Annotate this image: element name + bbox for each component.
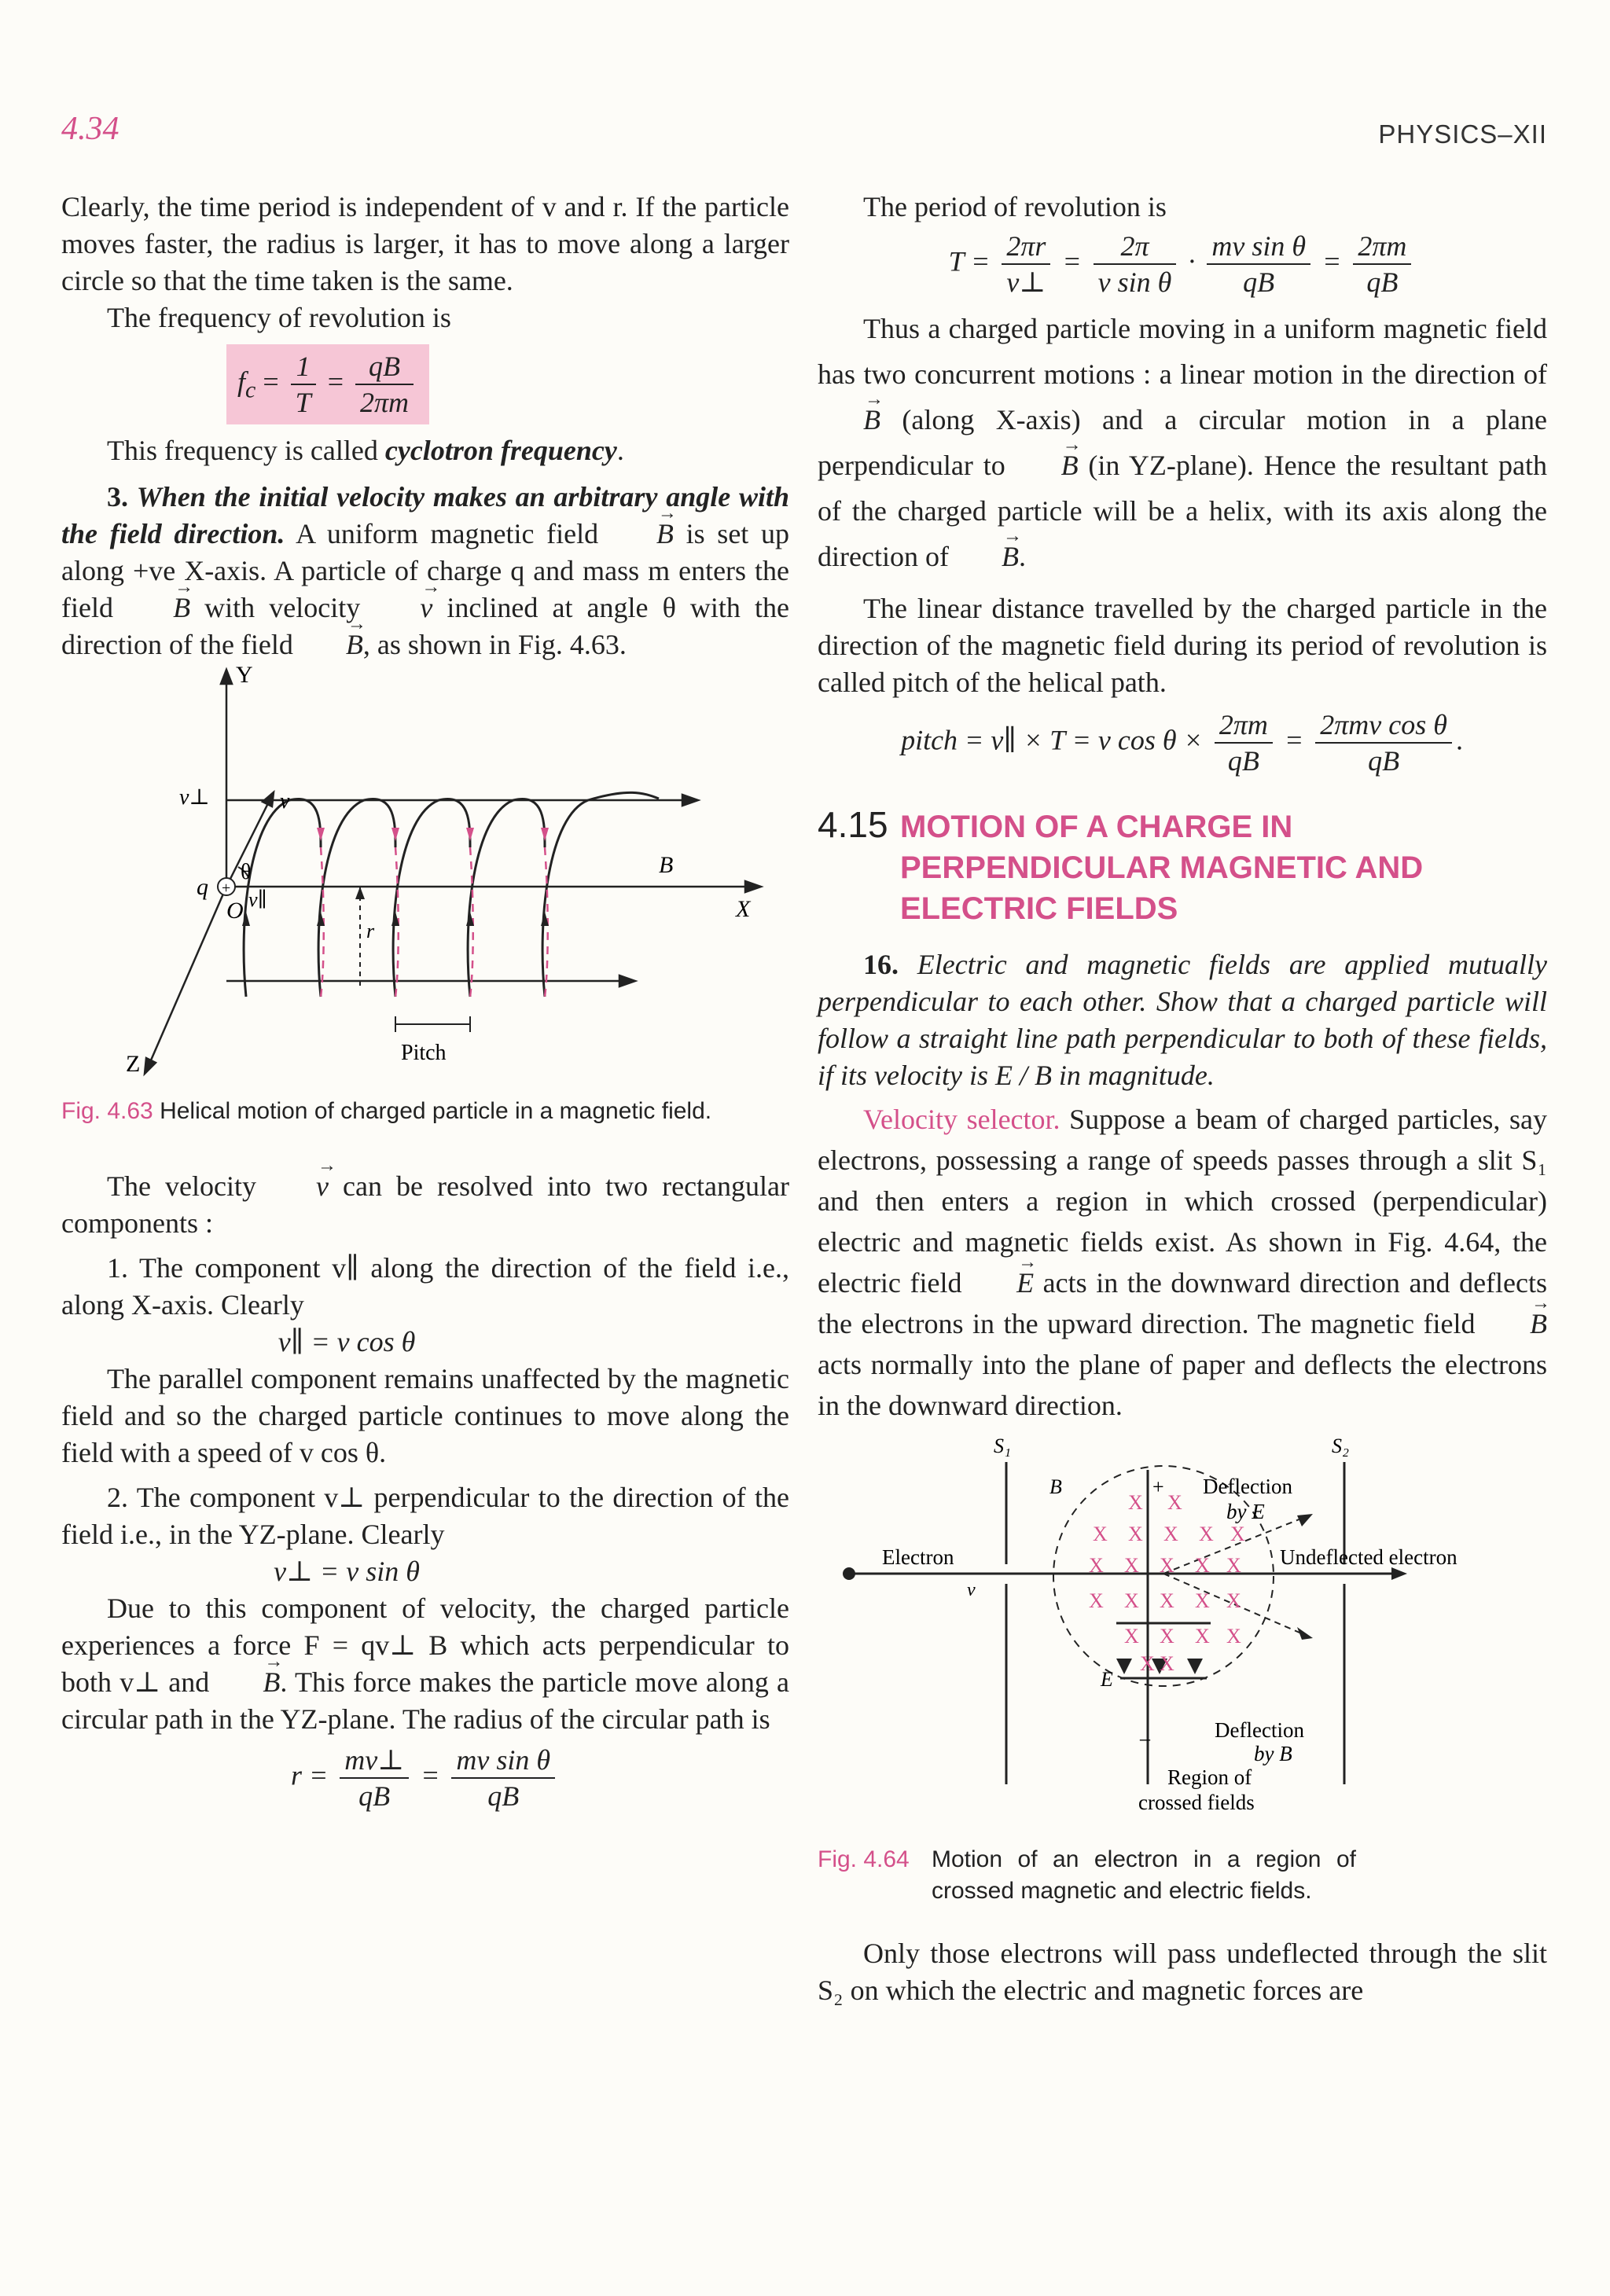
slit-s2-label: S₂ [1332,1435,1350,1457]
deflection-by-e-label-2: by E [1226,1500,1265,1523]
magnetic-field-cross: X [1199,1523,1214,1545]
right-column [818,189,1547,2009]
vperp-label: v⊥ [179,785,210,810]
magnetic-field-cross: X [1195,1589,1210,1612]
paragraph: This frequency is called cyclotron frequency. [107,435,624,466]
figure-caption-4-64: Fig. 4.64 Motion of an electron in a region of crossed magnetic and electric fields. [818,1846,1356,1904]
example-16: 16. Electric and magnetic fields are applied mutually perpendicular to each other. Show that a charged particle will follow a straight line path perpendicular to both of these fields, if its velocity is E / B in magnitude. [818,949,1548,1091]
magnetic-field-cross: X [1089,1589,1104,1612]
paragraph: Velocity selector. Suppose a beam of charged particles, say electrons, possessing a range of speeds passes through a slit S₁ and then enters a region in which crossed (perpendicular) electric and magnetic fields exist. As shown in Fig. 4.64, the electric field → E acts in the downward direction and deflects the electrons in the upward direction. The magnetic field → B acts normally into the plane of paper and deflects the electrons in the downward direction. [818,1099,1547,1426]
origin-label: O [226,898,244,924]
paragraph: Due to this component of velocity, the charged particle experiences a force F = qv⊥ B which acts perpendicular to both v⊥ and → B. This force makes the particle move along a circular path in the YZ-plane. The radius of the circular path is [61,1590,789,1738]
magnetic-field-cross: X [1124,1625,1139,1648]
magnetic-field-cross: X [1124,1589,1139,1612]
paragraph: Thus a charged particle moving in a uniform magnetic field has two concurrent motions : a linear motion in the direction of → B (along X-axis) and a circular motion in a plane perpendicular to → B (in YZ-plane). Hence the resultant path of the charged particle will be a helix, with its axis along the direction of → B. [818,306,1547,579]
theta-label: θ [241,860,252,884]
paragraph: Clearly, the time period is independent of v and r. If the particle moves faster, the radius is larger, it has to move along a larger circle so that the time taken is the same. [61,191,789,296]
axis-label-z: Z [126,1051,141,1077]
paragraph: Only those electrons will pass undeflected through the slit S₂ on which the electric and magnetic forces are [818,1938,1547,2006]
field-e-label: E [1101,1668,1113,1691]
undeflected-electron-label: Undeflected electron [1280,1545,1457,1569]
electron-label: Electron [882,1545,954,1569]
magnetic-field-cross: X [1089,1554,1104,1577]
velocity-label: v [280,789,290,814]
magnetic-field-cross: X [1093,1523,1108,1545]
field-b-label: B [1049,1475,1062,1498]
paragraph: The frequency of revolution is [107,302,451,333]
magnetic-field-cross: X [1230,1523,1245,1545]
magnetic-field-cross: X [1128,1523,1143,1545]
paragraph: 1. The component v∥ along the direction of the field i.e., along X-axis. Clearly [61,1252,789,1321]
magnetic-field-cross: X [1195,1554,1210,1577]
deflection-by-b-label: Deflection [1215,1718,1304,1742]
vpar-label: v∥ [248,888,267,911]
region-label-2: crossed fields [1138,1791,1255,1814]
radius-formula: r = $\frac{mv\perp}{qB}$ = $\frac{\text{mv sin θ}}{qB}$ [61,1743,789,1813]
paragraph: 2. The component v⊥ perpendicular to the direction of the field i.e., in the YZ-plane. Clearly [61,1482,789,1550]
velocity-label: v [967,1580,976,1600]
paragraph: The parallel component remains unaffected by the magnetic field and so the charged particle continues to move along the field with a speed of v cos θ. [61,1363,789,1468]
magnetic-field-cross: X [1160,1554,1174,1577]
magnetic-field-cross: X [1167,1491,1182,1514]
velocity-selector-figure [818,1431,1547,1839]
magnetic-field-cross: X [1128,1491,1143,1514]
deflection-by-e-label: Deflection [1203,1475,1292,1498]
field-label-b: B [659,852,674,878]
axis-label-y: Y [236,667,253,688]
magnetic-field-cross: X [1226,1589,1241,1612]
helix-figure [61,667,789,1091]
running-head: PHYSICS–XII [1378,119,1547,149]
plus-plate-label: + [1152,1475,1164,1498]
magnetic-field-cross: X [1160,1625,1174,1648]
charge-label: q [197,874,208,900]
region-label: Region of [1167,1765,1252,1789]
slit-s1-label: S₁ [994,1435,1012,1457]
paragraph: 3. When the initial velocity makes an arbitrary angle with the field direction. A uniform magnetic field → B is set up along +ve X-axis. A particle of charge q and mass m enters the field → B with velocity → v inclined at angle θ with the direction of the field → B, as shown in Fig. 4.63. [61,479,789,663]
deflection-by-b-label-2: by B [1254,1742,1292,1765]
pitch-label: Pitch [401,1041,447,1065]
axis-label-x: X [736,896,751,922]
magnetic-field-cross: X [1195,1625,1210,1648]
magnetic-field-cross: X [1140,1652,1155,1675]
radius-label: r [366,920,375,942]
left-column [61,189,789,1818]
paragraph: The linear distance travelled by the charged particle in the direction of the magnetic field during its period of revolution is called pitch of the helical path. [818,593,1547,698]
equation-vperp: v⊥ = v sin θ [274,1556,420,1587]
period-formula: T = $\frac{2\pi r}{v\perp}$ = $\frac{2\pi}{\text{v sin θ}}$ · $\frac{\text{mv sin θ}}{qB}$ = $\frac{2\pi m}{qB}$ [818,229,1547,299]
minus-plate-label: – [1140,1727,1150,1750]
magnetic-field-cross: X [1124,1554,1139,1577]
cyclotron-frequency-formula: $f_c$ = $\frac{1}{T}$ = $\frac{qB}{2\pi m}$ [226,344,429,424]
page-number: 4.34 [61,111,119,147]
paragraph: The period of revolution is [863,191,1167,222]
magnetic-field-cross: X [1160,1652,1174,1675]
figure-caption-4-63: Fig. 4.63 Helical motion of charged particle in a magnetic field. [61,1098,712,1124]
pitch-formula: pitch = v∥ × T = v cos θ × $\frac{2\pi m}{qB}$ = $\frac{\text{2πmv cos θ}}{qB}$ . [901,709,1464,777]
magnetic-field-cross: X [1226,1625,1241,1648]
magnetic-field-cross: X [1160,1589,1174,1612]
magnetic-field-cross: X [1226,1554,1241,1577]
svg-text:+: + [222,880,231,897]
section-heading: 4.15 MOTION OF A CHARGE IN PERPENDICULAR MAGNETIC AND ELECTRIC FIELDS [818,804,1424,926]
magnetic-field-cross: X [1163,1523,1178,1545]
equation-vpar: v∥ = v cos θ [278,1326,416,1357]
paragraph: The velocity → v can be resolved into two rectangular components : [61,1168,789,1242]
